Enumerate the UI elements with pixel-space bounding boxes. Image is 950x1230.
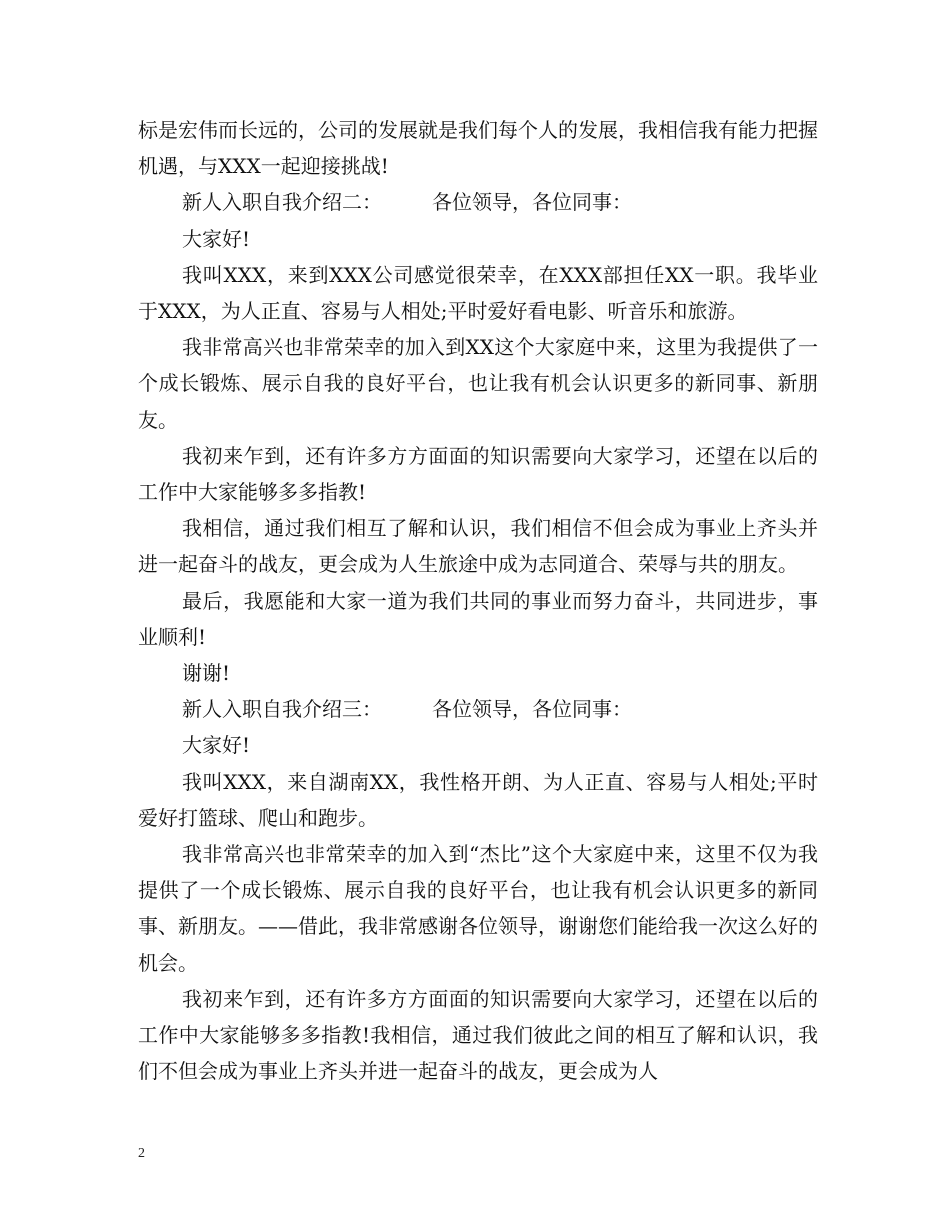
paragraph: 我叫XXX，来自湖南XX，我性格开朗、为人正直、容易与人相处;平时爱好打篮球、爬山和跑步。 [138, 769, 818, 830]
paragraph: 我叫XXX，来到XXX公司感觉很荣幸，在XXX部担任XX一职。我毕业于XXX，为人正直、容易与人相处;平时爱好看电影、听音乐和旅游。 [138, 262, 818, 324]
paragraph: 大家好! [182, 226, 251, 251]
paragraph: 最后，我愿能和大家一道为我们共同的事业而努力奋斗，共同进步，事业顺利! [138, 588, 818, 649]
paragraph: 我非常高兴也非常荣幸的加入到“杰比”这个大家庭中来，这里不仅为我提供了一个成长锻炼、展示自我的良好平台，也让我有机会认识更多的新同事、新朋友。——借此，我非常感谢各位领导，谢谢您们能给我一次这么好的机会。 [138, 842, 818, 975]
paragraph: 我非常高兴也非常荣幸的加入到XX这个大家庭中来，这里为我提供了一个成长锻炼、展示自我的良好平台，也让我有机会认识更多的新同事、新朋友。 [138, 335, 818, 432]
paragraph: 标是宏伟而长远的，公司的发展就是我们每个人的发展，我相信我有能力把握机遇，与XXX一起迎接挑战! [138, 118, 818, 179]
page-number: 2 [138, 1146, 145, 1161]
paragraph: 我相信，通过我们相互了解和认识，我们相信不但会成为事业上齐头并进一起奋斗的战友，更会成为人生旅途中成为志同道合、荣辱与共的朋友。 [138, 516, 818, 577]
document-body [138, 112, 818, 1089]
paragraph: 我初来乍到，还有许多方方面面的知识需要向大家学习，还望在以后的工作中大家能够多多指教! [138, 443, 818, 505]
paragraph: 大家好! [182, 733, 251, 758]
paragraph: 新人入职自我介绍三： 各位领导，各位同事： [182, 697, 632, 722]
paragraph: 新人入职自我介绍二： 各位领导，各位同事： [182, 190, 632, 215]
paragraph: 谢谢! [182, 661, 231, 686]
paragraph: 我初来乍到，还有许多方方面面的知识需要向大家学习，还望在以后的工作中大家能够多多指教!我相信，通过我们彼此之间的相互了解和认识，我们不但会成为事业上齐头并进一起奋斗的战友，更会成为人 [138, 986, 818, 1084]
